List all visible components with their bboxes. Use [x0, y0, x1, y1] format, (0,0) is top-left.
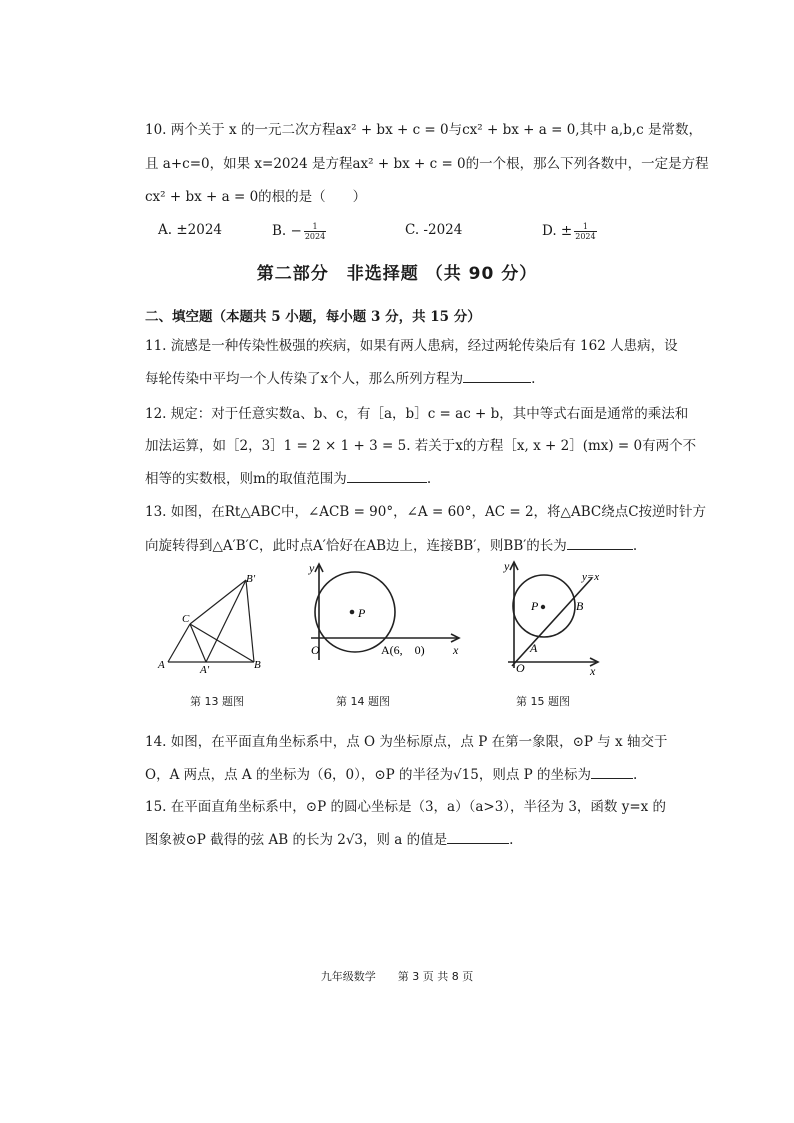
- q15-line2-text: 图象被⊙P 截得的弦 AB 的长为 2√3，则 a 的值是: [145, 832, 448, 848]
- part2-title: 第二部分 非选择题 （共 90 分）: [256, 264, 538, 284]
- figure-13-caption: 第 13 题图: [190, 695, 244, 708]
- label-O: O: [311, 643, 320, 657]
- q11-line2: [145, 368, 535, 389]
- segment-AC: [168, 624, 190, 662]
- q13-line2-end: .: [632, 538, 638, 554]
- q10-choice-b-fraction: [304, 222, 326, 241]
- label-B: B: [576, 599, 584, 613]
- figure-13-triangle: [150, 570, 270, 678]
- q14-line2: [145, 764, 637, 785]
- answer-blank: [567, 535, 633, 550]
- figure-14-caption: 第 14 题图: [336, 695, 390, 708]
- q10-line1: 10. 两个关于 x 的一元二次方程ax² + bx + c = 0与cx² + bx + a = 0,其中 a,b,c 是常数，: [145, 122, 702, 138]
- q12-line1: 12. 规定：对于任意实数a、b、c，有［a，b］c = ac + b，其中等式右面是通常的乘法和: [145, 406, 689, 422]
- label-y-equals-x: y=x: [582, 571, 600, 583]
- q10-choice-b: [272, 222, 326, 241]
- label-x: x: [590, 664, 596, 678]
- q14-line2-text: O，A 两点，点 A 的坐标为（6，0），⊙P 的半径为√15，则点 P 的坐标为: [145, 767, 592, 783]
- q12-line3-end: .: [426, 471, 432, 487]
- q13-line2: [145, 535, 637, 556]
- label-x: x: [453, 643, 459, 657]
- answer-blank: [463, 368, 531, 383]
- q10-choice-d-fraction: [574, 222, 596, 241]
- q11-line2-end: .: [531, 371, 536, 387]
- q10-choice-a: A. ±2024: [158, 222, 222, 238]
- answer-blank: [591, 764, 633, 779]
- q13-line2-text: 向旋转得到△A′B′C，此时点A′恰好在AB边上，连接BB′，则BB′的长为: [145, 538, 567, 554]
- label-P: P: [531, 599, 539, 613]
- label-A-coords: A(6, 0): [381, 643, 425, 657]
- figure-15-circle-line: [500, 558, 605, 680]
- q15-line1: 15. 在平面直角坐标系中，⊙P 的圆心坐标是（3，a）（a>3），半径为 3，函数 y=x 的: [145, 799, 667, 815]
- segment-CA-prime: [190, 624, 206, 662]
- line-y-equals-x: [512, 578, 592, 666]
- segment-CB-prime: [190, 580, 246, 624]
- label-B-prime: B′: [246, 573, 256, 585]
- circle-P: [315, 572, 395, 652]
- q10-choice-d-prefix: D. ±: [542, 223, 573, 239]
- label-A: A: [158, 659, 165, 671]
- q14-line2-end: .: [633, 767, 638, 783]
- fraction-numerator: 1: [574, 222, 596, 232]
- label-A-prime: A′: [200, 664, 210, 676]
- point-P: [541, 605, 545, 609]
- q10-choice-c: C. -2024: [405, 222, 463, 238]
- label-O: O: [516, 661, 525, 675]
- answer-blank: [347, 468, 427, 483]
- label-B: B: [254, 659, 261, 671]
- q10-choice-b-prefix: B. −: [272, 223, 302, 239]
- fraction-denominator: 2024: [304, 232, 326, 241]
- q12-line3: [145, 468, 431, 489]
- fraction-numerator: 1: [304, 222, 326, 232]
- label-y: y: [504, 559, 510, 573]
- q11-line1: 11. 流感是一种传染性极强的疾病，如果有两人患病，经过两轮传染后有 162 人患病，设: [145, 338, 678, 354]
- segment-BB-prime: [246, 580, 254, 662]
- figure-15-caption: 第 15 题图: [516, 695, 570, 708]
- q15-line2: [145, 829, 513, 850]
- segment-A-prime-B-prime: [206, 580, 246, 662]
- q10-choice-d: [542, 222, 597, 241]
- q13-line1: 13. 如图，在Rt△ABC中，∠ACB = 90°，∠A = 60°，AC = 2，将△ABC绕点C按逆时针方: [145, 504, 707, 520]
- label-C: C: [182, 613, 190, 625]
- q11-line2-text: 每轮传染中平均一个人传染了x个人，那么所列方程为: [145, 371, 464, 387]
- figure-14-circle: [305, 560, 470, 670]
- q12-line2: 加法运算，如［2，3］1 = 2 × 1 + 3 = 5. 若关于x的方程［x, x + 2］(mx) = 0有两个不: [145, 438, 697, 454]
- q10-line3: cx² + bx + a = 0的根的是（ ）: [145, 189, 367, 205]
- q12-line3-text: 相等的实数根，则m的取值范围为: [145, 471, 347, 487]
- label-A: A: [530, 641, 538, 655]
- label-y: y: [309, 561, 315, 575]
- answer-blank: [447, 829, 509, 844]
- page-footer: 九年级数学 第 3 页 共 8 页: [320, 970, 474, 983]
- point-P: [350, 610, 355, 615]
- fraction-denominator: 2024: [575, 232, 596, 241]
- q14-line1: 14. 如图，在平面直角坐标系中，点 O 为坐标原点，点 P 在第一象限，⊙P 与 x 轴交于: [145, 734, 668, 750]
- q15-line2-end: .: [509, 832, 514, 848]
- q10-line2: 且 a+c=0，如果 x=2024 是方程ax² + bx + c = 0的一个根，那么下列各数中，一定是方程: [145, 156, 709, 172]
- fill-in-section-title: 二、填空题（本题共 5 小题，每小题 3 分，共 15 分）: [145, 309, 481, 325]
- label-P: P: [358, 606, 366, 620]
